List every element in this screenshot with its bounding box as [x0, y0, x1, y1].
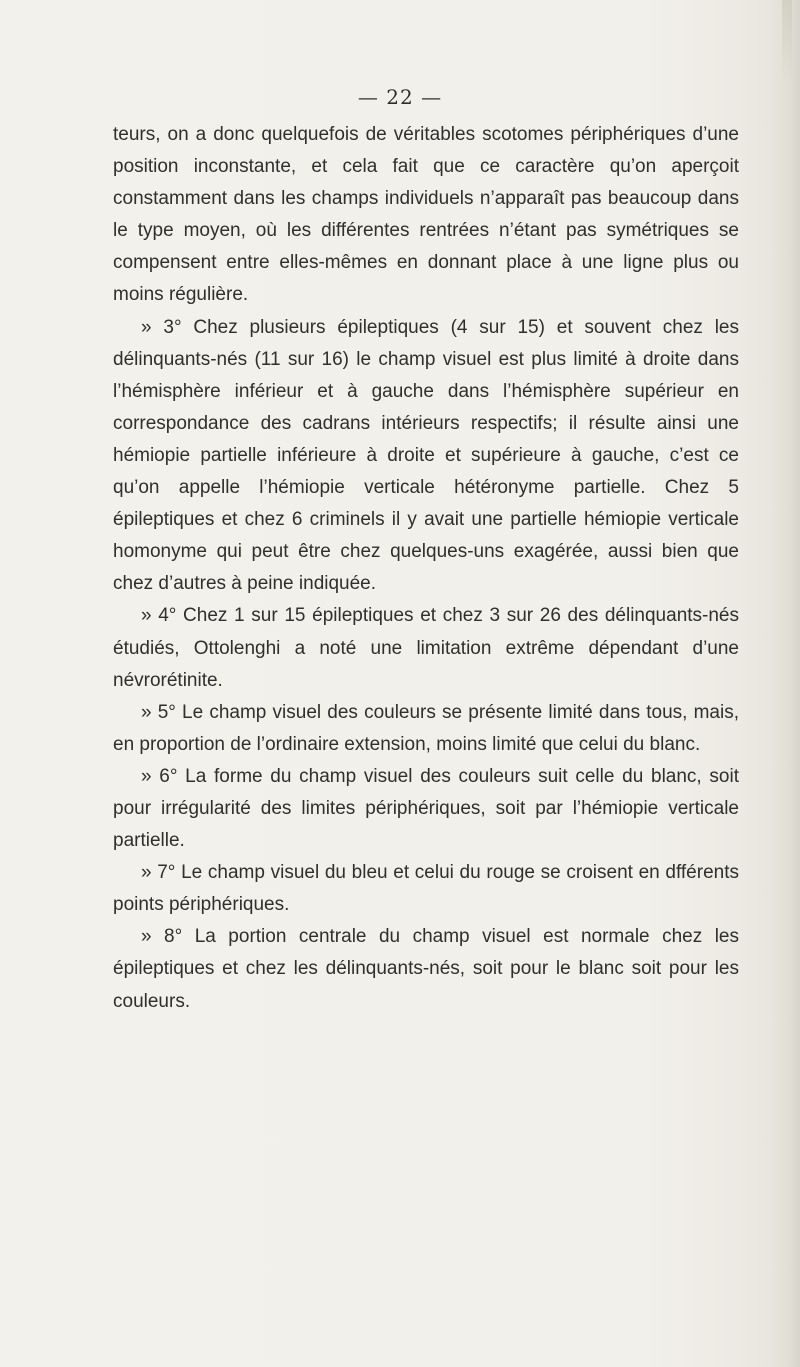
paragraph-continuation: teurs, on a donc quelquefois de véritables scotomes périphériques d’une position inconstante, et cela fait que ce caractère qu’on aperçoit constamment dans les champs individuels n’apparaît pas beaucoup dans le type moyen, où les différentes rentrées n’étant pas symétriques se compensent entre elles-mêmes en donnant place à une ligne plus ou moins régulière.	[113, 124, 739, 306]
body-text	[113, 119, 739, 1018]
paragraph-point-6: » 6° La forme du champ visuel des couleurs suit celle du blanc, soit pour irrégularité des limites périphériques, soit par l’hémiopie verticale partielle.	[113, 765, 739, 852]
page-edge-shadow	[770, 0, 800, 1367]
paragraph-point-5: » 5° Le champ visuel des couleurs se présente limité dans tous, mais, en proportion de l’ordinaire extension, moins limité que celui du blanc.	[113, 701, 739, 755]
paragraph-point-8: » 8° La portion centrale du champ visuel est normale chez les épileptiques et chez les délinquants-nés, soit pour le blanc soit pour les couleurs.	[113, 926, 739, 1012]
page-number: — 22 —	[357, 85, 443, 109]
page-edge-mark	[782, 0, 792, 80]
paragraph-point-3: » 3° Chez plusieurs épileptiques (4 sur 15) et souvent chez les délinquants-nés (11 sur 16) le champ visuel est plus limité à droite dans l’hémisphère inférieur et à gauche dans l’hémisphère supérieur en correspondance des cadrans intérieurs respectifs; il résulte ainsi une hémiopie partielle inférieure à droite et supérieure à gauche, c’est ce qu’on appelle l’hémiopie verticale hétéronyme partielle. Chez 5 épileptiques et chez 6 criminels il y avait une partielle hémiopie verticale homonyme qui peut être chez quelques-uns exagérée, aussi bien que chez d’autres à peine indiquée.	[113, 316, 739, 595]
paragraph-point-7: » 7° Le champ visuel du bleu et celui du rouge se croisent en dfférents points périphériques.	[113, 862, 739, 916]
paragraph-point-4: » 4° Chez 1 sur 15 épileptiques et chez 3 sur 26 des délinquants-nés étudiés, Ottolenghi a noté une limitation extrême dépendant d’une névrorétinite.	[113, 605, 739, 691]
